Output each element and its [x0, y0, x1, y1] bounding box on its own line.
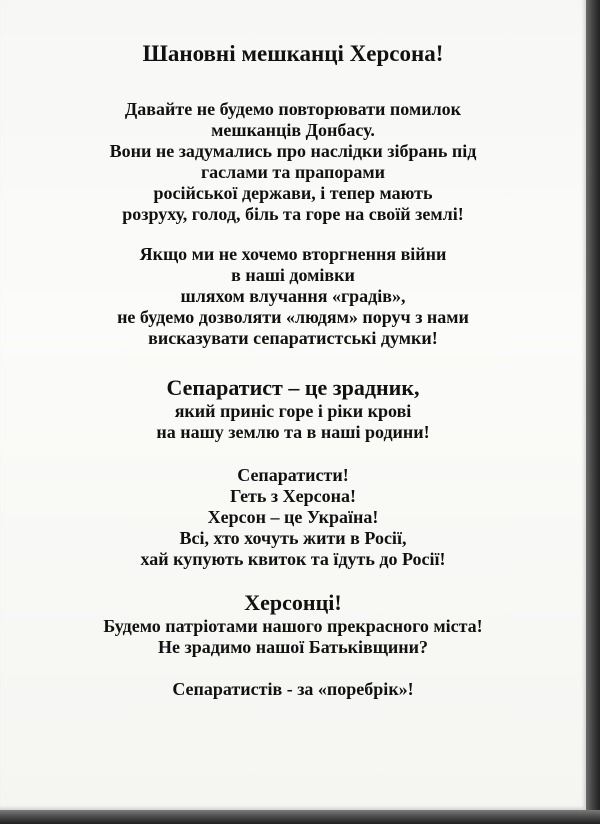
text-line: Давайте не будемо повторювати помилок — [124, 99, 462, 119]
text-line: на нашу землю та в наші родини! — [156, 422, 430, 442]
text-line: Якщо ми не хочемо вторгнення війни — [139, 244, 447, 264]
scan-shadow-right — [586, 0, 600, 824]
closing-line — [0, 679, 586, 700]
text-line: Сепаратистів - за «поребрік»! — [172, 679, 414, 699]
paragraph-war-prevention — [0, 244, 586, 349]
text-line: не будемо дозволяти «людям» поруч з нами — [117, 307, 469, 327]
text-line: Всі, хто хочуть жити в Росії, — [179, 528, 407, 548]
paragraph-heading: Херсонці! — [244, 590, 342, 615]
text-line: в наші домівки — [231, 265, 355, 285]
document-body — [0, 40, 586, 721]
text-line: розруху, голод, біль та горе на своїй землі! — [122, 204, 464, 224]
paragraph-donbas-warning — [0, 99, 586, 225]
text-line: шляхом влучання «градів», — [180, 286, 406, 306]
text-line: Будемо патріотами нашого прекрасного міста! — [103, 616, 483, 636]
scan-shadow-bottom — [0, 810, 600, 824]
text-line: Херсон – це Україна! — [207, 507, 379, 527]
paragraph-heading: Сепаратист – це зрадник, — [166, 375, 420, 400]
text-line: Не зрадимо нашої Батьківщини? — [158, 637, 428, 657]
text-line: російської держави, і тепер мають — [153, 183, 433, 203]
document-title: Шановні мешканці Херсона! — [142, 41, 444, 66]
paragraph-separatist-traitor — [0, 375, 586, 443]
paragraph-patriots — [0, 590, 586, 658]
text-line: мешканців Донбасу. — [211, 120, 375, 140]
text-line: висказувати сепаратистські думки! — [148, 328, 438, 348]
text-line: Сепаратисти! — [237, 465, 349, 485]
text-line: Вони не задумались про наслідки зібрань під — [109, 141, 477, 161]
text-line: хай купують квиток та їдуть до Росії! — [140, 549, 446, 569]
text-line: гаслами та прапорами — [200, 162, 386, 182]
text-line: який приніс горе і ріки крові — [174, 401, 412, 421]
text-line: Геть з Херсона! — [229, 486, 357, 506]
paragraph-slogans — [0, 465, 586, 570]
